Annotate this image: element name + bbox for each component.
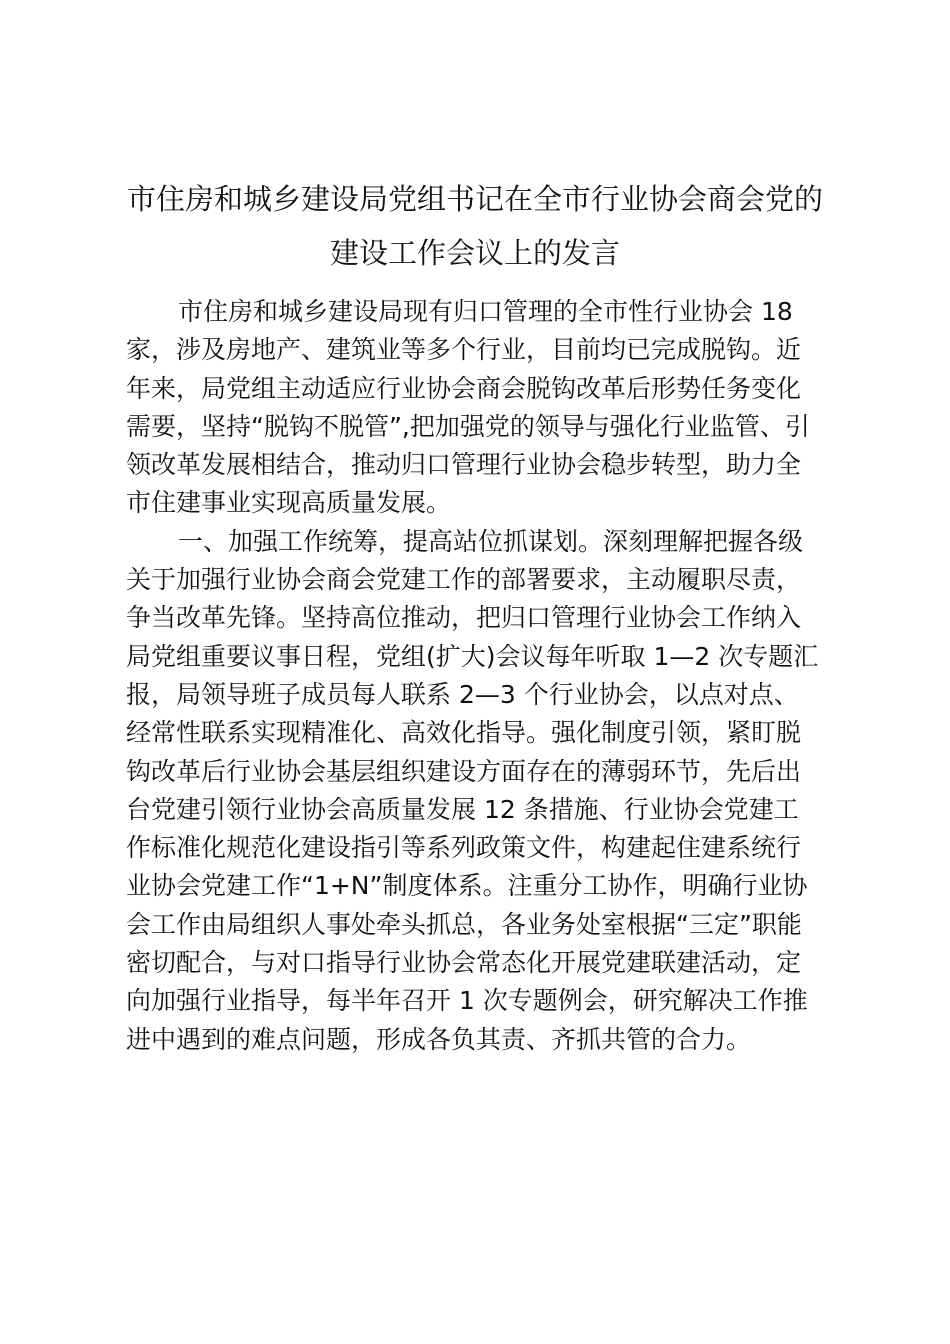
paragraph-line: 家，涉及房地产、建筑业等多个行业，目前均已完成脱钩。近 <box>126 335 802 365</box>
paragraph-line: 需要，坚持“脱钩不脱管”,把加强党的领导与强化行业监管、引 <box>126 411 810 441</box>
paragraph-line: 经常性联系实现精准化、高效化指导。强化制度引领，紧盯脱 <box>126 718 802 748</box>
paragraph-line: 一、加强工作统筹，提高站位抓谋划。深刻理解把握各级 <box>178 526 804 556</box>
paragraph-intro <box>126 293 826 523</box>
paragraph-line: 向加强行业指导，每半年召开 1 次专题例会，研究解决工作推 <box>126 986 808 1016</box>
paragraph-line: 争当改革先锋。坚持高位推动，把归口管理行业协会工作纳入 <box>126 603 802 633</box>
paragraph-line: 密切配合，与对口指导行业协会常态化开展党建联建活动，定 <box>126 948 802 978</box>
paragraph-line: 局党组重要议事日程，党组(扩大)会议每年听取 1—2 次专题汇 <box>126 641 819 671</box>
paragraph-section-one <box>126 523 826 1059</box>
document-title <box>100 172 850 280</box>
paragraph-line: 市住建事业实现高质量发展。 <box>126 488 452 518</box>
title-line: 市住房和城乡建设局党组书记在全市行业协会商会党的 <box>126 182 823 216</box>
paragraph-line: 年来，局党组主动适应行业协会商会脱钩改革后形势任务变化 <box>126 373 802 403</box>
paragraph-line: 报，局领导班子成员每人联系 2—3 个行业协会，以点对点、 <box>126 679 799 709</box>
paragraph-line: 作标准化规范化建设指引等系列政策文件，构建起住建系统行 <box>126 833 802 863</box>
paragraph-line: 业协会党建工作“1+N”制度体系。注重分工协作，明确行业协 <box>126 871 808 901</box>
paragraph-line: 进中遇到的难点问题，形成各负其责、齐抓共管的合力。 <box>126 1024 752 1054</box>
paragraph-line: 关于加强行业协会商会党建工作的部署要求，主动履职尽责， <box>126 565 802 595</box>
paragraph-line: 钩改革后行业协会基层组织建设方面存在的薄弱环节，先后出 <box>126 756 802 786</box>
paragraph-line: 领改革发展相结合，推动归口管理行业协会稳步转型，助力全 <box>126 450 802 480</box>
title-line: 建设工作会议上的发言 <box>329 236 620 270</box>
paragraph-line: 市住房和城乡建设局现有归口管理的全市性行业协会 18 <box>178 297 793 326</box>
paragraph-line: 会工作由局组织人事处牵头抓总，各业务处室根据“三定”职能 <box>126 909 802 939</box>
document-body <box>126 293 826 1059</box>
paragraph-line: 台党建引领行业协会高质量发展 12 条措施、行业协会党建工 <box>126 794 799 824</box>
